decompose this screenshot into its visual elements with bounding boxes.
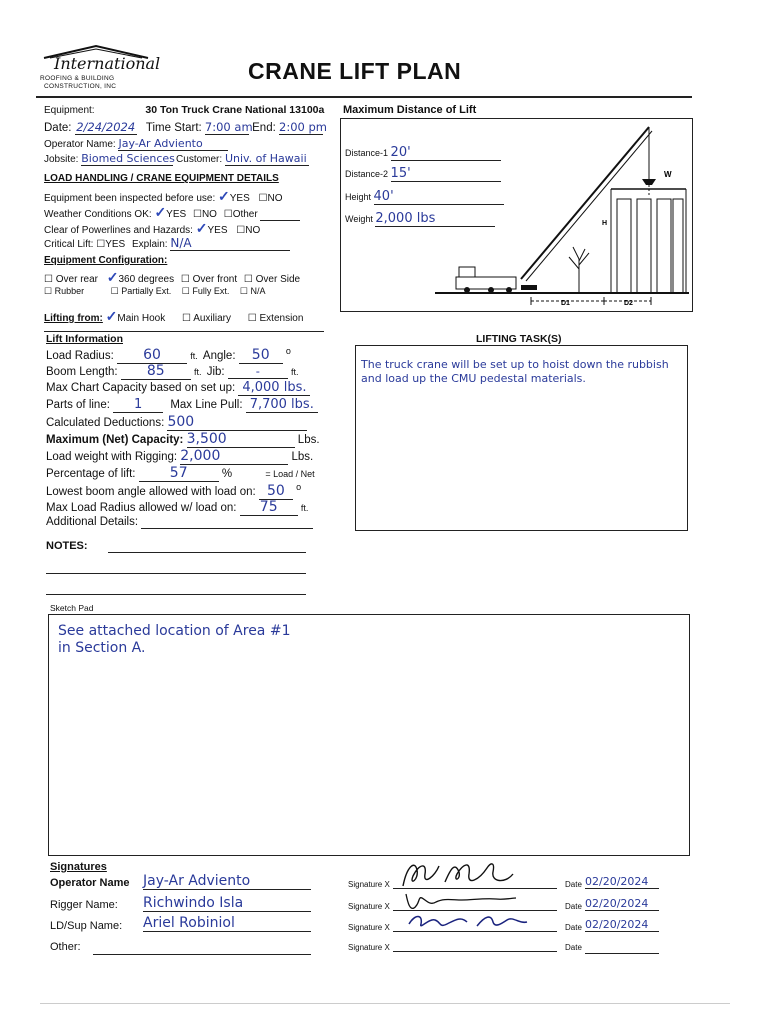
operator-sign-name[interactable]: Jay-Ar Adviento	[143, 873, 311, 890]
checkmark-icon[interactable]: ✓	[154, 204, 167, 220]
angle-label: Angle:	[202, 349, 236, 362]
checkmark-icon[interactable]: ✓	[218, 188, 230, 204]
rigger-name[interactable]: Richwindo Isla	[143, 895, 311, 912]
diagram-d2-label: D2	[624, 300, 633, 307]
notes-line-2[interactable]	[46, 573, 306, 574]
signature-3-icon	[405, 908, 535, 932]
checkbox-icon[interactable]: ☐	[96, 239, 106, 250]
max-chart-row	[46, 380, 310, 396]
max-distance-heading: Maximum Distance of Lift	[343, 104, 477, 116]
over-side-label: Over Side	[255, 274, 301, 285]
lifting-task-heading: LIFTING TASK(S)	[476, 333, 562, 345]
other-name-field[interactable]	[93, 941, 311, 955]
logo-line2: CONSTRUCTION, INC	[44, 83, 117, 90]
height-label: Height	[345, 192, 372, 202]
weight-label: Weight	[345, 214, 373, 224]
date-field[interactable]: 2/24/2024	[76, 120, 136, 134]
diagram-w-label: W	[664, 170, 672, 179]
inspected-no: NO	[267, 193, 283, 204]
checkbox-icon[interactable]: ☐	[243, 274, 253, 285]
percentage-field[interactable]: 57	[139, 465, 219, 482]
signature-1-icon	[395, 856, 525, 892]
configuration-row1	[44, 269, 300, 286]
equipment-row	[44, 104, 324, 116]
signature-label-3: Signature X	[348, 923, 390, 932]
weather-yes: YES	[166, 209, 187, 220]
tree-icon	[569, 247, 589, 293]
load-radius-label: Load Radius:	[46, 349, 114, 362]
boom-length-field[interactable]: 85	[121, 363, 191, 380]
diagram-d1-label: D1	[561, 300, 570, 307]
deductions-field[interactable]: 500	[167, 414, 307, 431]
checkbox-icon[interactable]: ☐	[44, 286, 53, 296]
load-weight-label: Load weight with Rigging:	[46, 451, 178, 463]
rigger-label: Rigger Name:	[50, 899, 118, 911]
lifting-from-label: Lifting from:	[44, 313, 103, 324]
logo-script: International	[54, 54, 161, 73]
operator-field[interactable]: Jay-Ar Adviento	[118, 137, 228, 151]
inspected-row	[44, 188, 283, 205]
checkmark-icon[interactable]: ✓	[106, 269, 119, 285]
signature-label-2: Signature X	[348, 902, 390, 911]
handling-heading: LOAD HANDLING / CRANE EQUIPMENT DETAILS	[44, 173, 279, 184]
partially-ext-label: Partially Ext.	[121, 286, 172, 296]
sketch-pad-label: Sketch Pad	[50, 603, 94, 613]
date-field-4[interactable]	[585, 941, 659, 954]
date-label-4: Date	[565, 943, 582, 952]
explain-field[interactable]: N/A	[170, 236, 290, 251]
distance2-field[interactable]: 15'	[391, 166, 501, 182]
crane-boom-icon	[521, 127, 656, 281]
header-rule	[36, 96, 692, 98]
date-label-1: Date	[565, 880, 582, 889]
lowest-boom-row	[46, 482, 301, 500]
weather-other-field[interactable]	[260, 209, 300, 221]
customer-field[interactable]: Univ. of Hawaii	[225, 152, 309, 166]
ft-unit: ft.	[190, 350, 198, 361]
inspected-yes: YES	[229, 193, 250, 204]
jobsite-row	[44, 152, 309, 166]
parts-row	[46, 397, 318, 413]
checkbox-icon[interactable]: ☐	[247, 313, 257, 324]
dimension-lines	[531, 297, 651, 305]
parts-label: Parts of line:	[46, 399, 110, 411]
max-line-pull-label: Max Line Pull:	[170, 399, 243, 411]
additional-row	[46, 516, 313, 529]
checkbox-icon[interactable]: ☐	[110, 286, 119, 296]
notes-line-1[interactable]	[108, 552, 306, 553]
degree-unit: o	[285, 346, 291, 356]
configuration-row2	[44, 286, 266, 297]
percentage-row	[46, 465, 315, 482]
signature-line-4[interactable]	[393, 951, 557, 952]
jib-label: Jib:	[206, 366, 225, 378]
checkbox-icon[interactable]: ☐	[223, 209, 233, 220]
load-weight-row	[46, 448, 313, 465]
max-radius-label: Max Load Radius allowed w/ load on:	[46, 502, 237, 514]
deg360-label: 360 degrees	[118, 274, 175, 285]
jobsite-label: Jobsite:	[44, 154, 79, 165]
extension-label: Extension	[259, 313, 304, 324]
truck-icon	[456, 267, 537, 293]
logo-line1: ROOFING & BUILDING	[40, 75, 115, 82]
max-net-label: Maximum (Net) Capacity:	[46, 434, 184, 446]
max-radius-field[interactable]: 75	[240, 499, 298, 516]
powerlines-row	[44, 220, 260, 237]
percent-unit: %	[221, 468, 233, 480]
boom-length-label: Boom Length:	[46, 366, 118, 378]
critical-row	[44, 236, 290, 251]
weather-row	[44, 204, 300, 221]
date-row	[44, 120, 327, 135]
operator-sign-label: Operator Name	[50, 877, 130, 889]
jib-field[interactable]: -	[228, 364, 288, 379]
checkmark-icon[interactable]: ✓	[195, 220, 208, 236]
sketch-text-line2: in Section A.	[58, 640, 146, 656]
lift-info-rule	[44, 331, 324, 332]
rubber-label: Rubber	[54, 286, 85, 296]
checkbox-icon[interactable]: ☐	[181, 313, 191, 324]
max-chart-field[interactable]: 4,000 lbs.	[238, 380, 310, 396]
crane-diagram	[341, 119, 690, 309]
load-radius-row	[46, 346, 291, 364]
powerlines-yes: YES	[207, 225, 228, 236]
checkbox-icon[interactable]: ☐	[236, 225, 246, 236]
date-field-3[interactable]: 02/20/2024	[585, 918, 659, 932]
powerlines-no: NO	[245, 225, 261, 236]
main-hook-label: Main Hook	[117, 313, 166, 324]
load-radius-field[interactable]: 60	[117, 347, 187, 364]
lbs-unit: Lbs.	[291, 451, 314, 463]
building-icon	[611, 189, 686, 293]
fully-ext-label: Fully Ext.	[192, 286, 230, 296]
jobsite-field[interactable]: Biomed Sciences	[81, 152, 175, 165]
powerlines-label: Clear of Powerlines and Hazards:	[44, 225, 193, 236]
critical-label: Critical Lift:	[44, 239, 94, 250]
lifting-task-text: The truck crane will be set up to hoist down the rubbish and load up the CMU pedestal materials.	[361, 358, 669, 385]
max-net-field[interactable]: 3,500	[187, 431, 295, 448]
deductions-row	[46, 414, 307, 431]
other-label: Other:	[50, 941, 81, 953]
company-logo	[36, 42, 161, 94]
ft-unit: ft.	[300, 503, 309, 513]
additional-field[interactable]	[141, 516, 313, 529]
height-field[interactable]: 40'	[374, 189, 504, 205]
load-net-note: = Load / Net	[265, 469, 315, 479]
configuration-heading: Equipment Configuration:	[44, 255, 168, 266]
weather-no: NO	[201, 209, 217, 220]
ft-unit: ft.	[194, 367, 202, 377]
lift-info-heading: Lift Information	[46, 333, 123, 345]
checkbox-icon[interactable]: ☐	[44, 274, 53, 285]
end-label: End:	[252, 122, 276, 134]
page-title: CRANE LIFT PLAN	[248, 58, 462, 84]
lowest-boom-field[interactable]: 50	[259, 483, 293, 500]
date-field-2[interactable]: 02/20/2024	[585, 897, 659, 911]
footer-rule	[40, 1003, 730, 1004]
notes-line-3[interactable]	[46, 594, 306, 595]
weather-other: Other	[232, 209, 258, 220]
diagram-h-label: H	[602, 220, 608, 227]
signatures-heading: Signatures	[50, 861, 107, 873]
date-label-3: Date	[565, 923, 582, 932]
inspected-label: Equipment been inspected before use:	[44, 193, 216, 204]
degree-unit: o	[296, 482, 302, 492]
lowest-boom-label: Lowest boom angle allowed with load on:	[46, 485, 256, 498]
lifting-from-row	[44, 308, 303, 325]
over-rear-label: Over rear	[55, 274, 98, 285]
end-field[interactable]: 2:00 pm	[279, 120, 327, 134]
checkbox-icon[interactable]: ☐	[258, 193, 268, 204]
ldsup-label: LD/Sup Name:	[50, 920, 123, 932]
signature-label-4: Signature X	[348, 943, 390, 952]
auxiliary-label: Auxiliary	[193, 313, 231, 324]
percentage-label: Percentage of lift:	[46, 468, 136, 480]
na-label: N/A	[250, 286, 266, 296]
boom-length-row	[46, 363, 299, 380]
weight-field[interactable]: 2,000 lbs	[375, 211, 495, 227]
load-weight-field[interactable]: 2,000	[180, 448, 288, 465]
customer-label: Customer:	[176, 154, 223, 165]
weather-label: Weather Conditions OK:	[44, 209, 152, 220]
operator-label: Operator Name:	[44, 139, 116, 150]
signature-label-1: Signature X	[348, 880, 390, 889]
max-radius-row	[46, 499, 308, 516]
max-chart-label: Max Chart Capacity based on set up:	[46, 382, 236, 394]
additional-label: Additional Details:	[46, 516, 139, 528]
distance1-field[interactable]: 20'	[391, 145, 501, 161]
notes-label: NOTES:	[46, 540, 88, 552]
time-start-label: Time Start:	[145, 122, 202, 134]
time-start-field[interactable]: 7:00 am	[204, 120, 253, 134]
distance1-label: Distance-1	[345, 148, 389, 158]
deductions-label: Calculated Deductions:	[46, 417, 165, 429]
max-line-pull-field[interactable]: 7,700 lbs.	[246, 397, 318, 413]
parts-field[interactable]: 1	[113, 397, 163, 413]
ldsup-name[interactable]: Ariel Robiniol	[143, 915, 311, 932]
checkbox-icon[interactable]: ☐	[239, 286, 248, 296]
checkmark-icon[interactable]: ✓	[105, 308, 118, 324]
checkbox-icon[interactable]: ☐	[181, 286, 190, 296]
distance2-label: Distance-2	[345, 169, 389, 179]
max-net-row	[46, 431, 320, 448]
sketch-text-line1: See attached location of Area #1	[58, 623, 291, 639]
lbs-unit: Lbs.	[297, 434, 320, 446]
date-label: Date:	[44, 122, 72, 134]
over-front-label: Over front	[192, 274, 238, 285]
ft-unit: ft.	[291, 367, 299, 377]
date-field-1[interactable]: 02/20/2024	[585, 875, 659, 889]
operator-row	[44, 137, 228, 151]
checkbox-icon[interactable]: ☐	[180, 274, 190, 285]
date-label-2: Date	[565, 902, 582, 911]
critical-yes: YES	[105, 239, 126, 250]
angle-field[interactable]: 50	[239, 347, 283, 364]
equipment-value: 30 Ton Truck Crane National 13100a	[145, 104, 325, 116]
checkbox-icon[interactable]: ☐	[192, 209, 202, 220]
explain-label: Explain:	[132, 239, 168, 250]
equipment-label: Equipment:	[44, 105, 95, 116]
